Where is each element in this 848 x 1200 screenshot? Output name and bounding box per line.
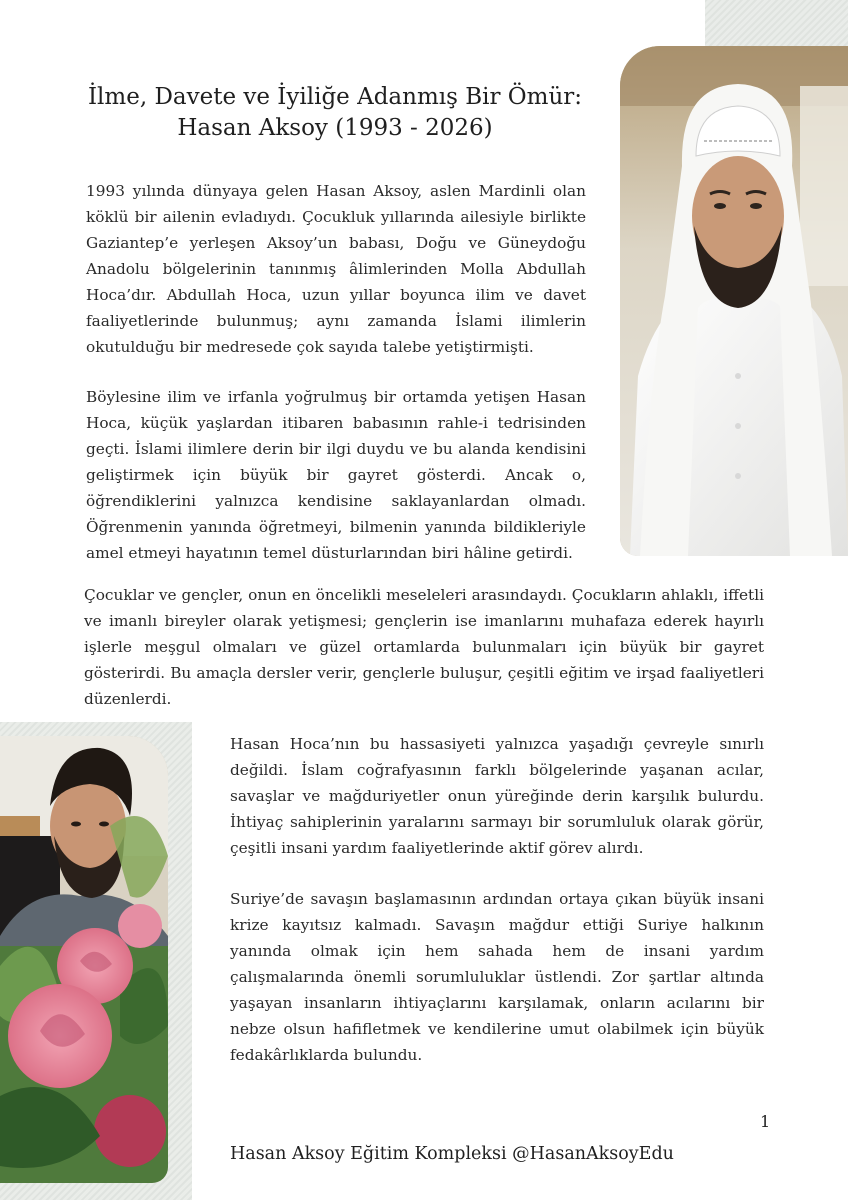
paragraph-2: Böylesine ilim ve irfanla yoğrulmuş bir ortamda yetişen Hasan Hoca, küçük yaşlardan itibaren babasının rahle-i tedrisinden geçti. İslami ilimlere derin bir ilgi duydu ve bu alanda kendisini geliştirmek için büyük bir gayret gösterdi. Ancak o, öğrendiklerini yalnızca kendisine saklayanlardan olmadı. Öğrenmenin yanında öğretmeyi, bilmenin yanında bildikleriyle amel etmeyi hayatının temel düsturlarından biri hâline getirdi.: [86, 388, 586, 562]
paragraph-4: Hasan Hoca’nın bu hassasiyeti yalnızca yaşadığı çevreyle sınırlı değildi. İslam coğrafyasının farklı bölgelerinde yaşanan acılar, savaşlar ve mağduriyetler onun yüreğinde derin karşılık bulurdu. İhtiyaç sahiplerinin yaralarını sarmayı bir sorumluluk olarak görür, çeşitli insani yardım faaliyetlerinde aktif görev alırdı.: [230, 735, 764, 857]
paragraph-5: Suriye’de savaşın başlamasının ardından ortaya çıkan büyük insani krize kayıtsız kalmadı. Savaşın mağdur ettiği Suriye halkının yanında olmak için hem sahada hem de insani yardım çalışmalarında önemli sorumluluklar üstlendi. Zor şartlar altında yaşayan insanların ihtiyaçlarını karşılamak, onların acılarını bir nebze olsun hafifletmek ve kendilerine umut olabilmek için büyük fedakârlıklarda bulundu.: [230, 890, 764, 1064]
portrait-photo-bottom: [0, 736, 168, 1183]
page-title-line2: Hasan Aksoy (1993 - 2026): [177, 115, 493, 141]
paragraph-3: Çocuklar ve gençler, onun en öncelikli meseleleri arasındaydı. Çocukların ahlaklı, iffetli ve imanlı bireyler olarak yetişmesi; gençlerin ise imanlarını muhafaza ederek hayırlı işlerle meşgul olmaları ve güzel ortamlarda bulunmaları için büyük bir gayret gösterirdi. Bu amaçla dersler verir, gençlerle buluşur, çeşitli eğitim ve irşad faaliyetleri düzenlerdi.: [84, 586, 764, 708]
page-title-line1: İlme, Davete ve İyiliğe Adanmış Bir Ömür:: [87, 84, 583, 110]
page-number: 1: [760, 1112, 771, 1131]
paragraph-1: 1993 yılında dünyaya gelen Hasan Aksoy, aslen Mardinli olan köklü bir ailenin evladıydı. Çocukluk yıllarında ailesiyle birlikte Gaziantep’e yerleşen Aksoy’un babası, Doğu ve Güneydoğu Anadolu bölgelerinin tanınmış âlimlerinden Molla Abdullah Hoca’dır. Abdullah Hoca, uzun yıllar boyunca ilim ve davet faaliyetlerinde bulunmuş; aynı zamanda İslami ilimlerin okutulduğu bir medresede çok sayıda talebe yetiştirmişti.: [86, 182, 586, 356]
footer-text: Hasan Aksoy Eğitim Kompleksi @HasanAksoyEdu: [230, 1144, 674, 1164]
page-title: [70, 82, 600, 144]
portrait-photo-top: [620, 46, 848, 556]
decorative-pattern-top: [705, 0, 848, 46]
